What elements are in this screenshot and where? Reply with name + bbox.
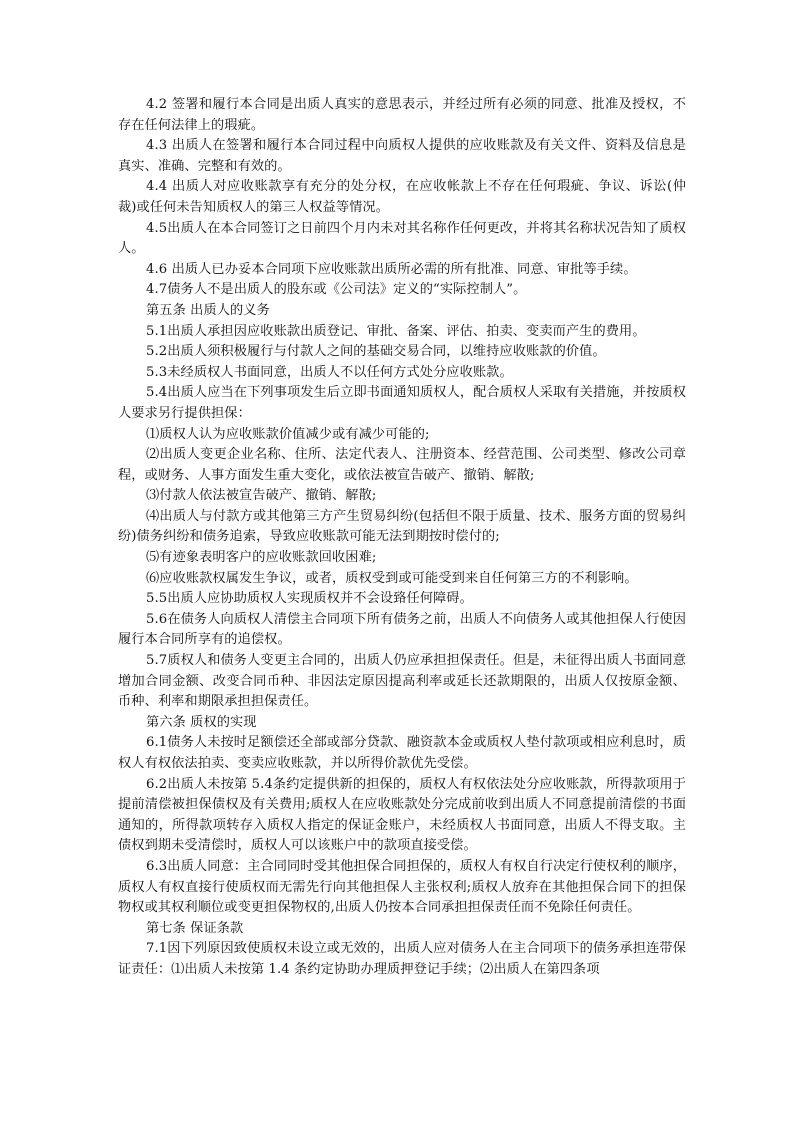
paragraph-5-2: 5.2出质人须积极履行与付款人之间的基础交易合同，以维持应收账款的价值。	[146, 344, 606, 360]
section-heading-5: 第五条 出质人的义务	[146, 302, 270, 318]
list-item-4: ⑷出质人与付款方或其他第三方产生贸易纠纷(包括但不限于质量、技术、服务方面的贸易纠纷)债务纠纷和债务追索，导致应收账款可能无法到期按时偿付的;	[118, 508, 686, 545]
list-item-5: ⑸有迹象表明客户的应收账款回收困难;	[146, 550, 377, 566]
list-item-6: ⑹应收账款权属发生争议，或者，质权受到或可能受到来自任何第三方的不利影响。	[146, 570, 638, 586]
paragraph-4-7: 4.7债务人不是出质人的股东或《公司法》定义的“实际控制人”。	[146, 282, 527, 298]
list-item-2: ⑵出质人变更企业名称、住所、法定代表人、注册资本、经营范围、公司类型、修改公司章程，或财务、人事方面发生重大变化，或依法被宣告破产、撤销、解散;	[118, 447, 686, 483]
list-item-3: ⑶付款人依法被宣告破产、撤销、解散;	[146, 488, 377, 504]
paragraph-4-3: 4.3 出质人在签署和履行本合同过程中向质权人提供的应收账款及有关文件、资料及信息是真实、准确、完整和有效的。	[118, 138, 686, 174]
document-body	[118, 95, 686, 981]
paragraph-5-4: 5.4出质人应当在下列事项发生后立即书面通知质权人，配合质权人采取有关措施，并按质权人要求另行提供担保：	[118, 385, 686, 421]
paragraph-5-1: 5.1出质人承担因应收账款出质登记、审批、备案、评估、拍卖、变卖而产生的费用。	[146, 323, 646, 339]
paragraph-4-4: 4.4 出质人对应收账款享有充分的处分权，在应收帐款上不存在任何瑕疵、争议、诉讼(仲裁)或任何未告知质权人的第三人权益等情况。	[118, 179, 686, 215]
paragraph-7-1: 7.1因下列原因致使质权未设立或无效的，出质人应对债务人在主合同项下的债务承担连带保证责任：⑴出质人未按第 1.4 条约定协助办理质押登记手续；⑵出质人在第四条项	[118, 941, 686, 977]
paragraph-4-2: 4.2 签署和履行本合同是出质人真实的意思表示，并经过所有必须的同意、批准及授权，不存在任何法律上的瑕疵。	[118, 97, 686, 133]
paragraph-6-3: 6.3出质人同意：主合同同时受其他担保合同担保的，质权人有权自行决定行使权利的顺序，质权人有权直接行使质权而无需先行向其他担保人主张权利;质权人放弃在其他担保合同下的担保物权或其权利顺位或变更担保物权的,出质人仍按本合同承担担保责任而不免除任何责任。	[118, 858, 686, 916]
paragraph-4-5: 4.5出质人在本合同签订之日前四个月内未对其名称作任何更改，并将其名称状况告知了质权人。	[118, 220, 686, 257]
paragraph-4-6: 4.6 出质人已办妥本合同项下应收账款出质所必需的所有批准、同意、审批等手续。	[146, 261, 637, 277]
paragraph-5-7: 5.7质权人和债务人变更主合同的，出质人仍应承担担保责任。但是，未征得出质人书面同意增加合同金额、改变合同币种、非因法定原因提高利率或延长还款期限的，出质人仅按原金额、币种、利率和期限承担担保责任。	[118, 653, 686, 710]
section-heading-7: 第七条 保证条款	[146, 920, 244, 936]
paragraph-6-1: 6.1债务人未按时足额偿还全部或部分贷款、融资款本金或质权人垫付款项或相应利息时，质权人有权依法拍卖、变卖应收账款，并以所得价款优先受偿。	[118, 735, 686, 771]
paragraph-5-3: 5.3未经质权人书面同意，出质人不以任何方式处分应收账款。	[146, 364, 513, 380]
section-heading-6: 第六条 质权的实现	[146, 714, 257, 730]
paragraph-6-2: 6.2出质人未按第 5.4条约定提供新的担保的，质权人有权依法处分应收账款，所得款项用于提前清偿被担保债权及有关费用;质权人在应收账款处分完成前收到出质人不同意提前清偿的书面通知的，所得款项转存入质权人指定的保证金账户，未经质权人书面同意，出质人不得支取。主债权到期未受清偿时，质权人可以该账户中的款项直接受偿。	[118, 776, 686, 854]
list-item-1: ⑴质权人认为应收账款价值减少或有减少可能的;	[146, 426, 430, 442]
paragraph-5-5: 5.5出质人应协助质权人实现质权并不会设臵任何障碍。	[146, 591, 473, 607]
paragraph-5-6: 5.6在债务人向质权人清偿主合同项下所有债务之前，出质人不向债务人或其他担保人行使因履行本合同所享有的追偿权。	[118, 611, 686, 648]
